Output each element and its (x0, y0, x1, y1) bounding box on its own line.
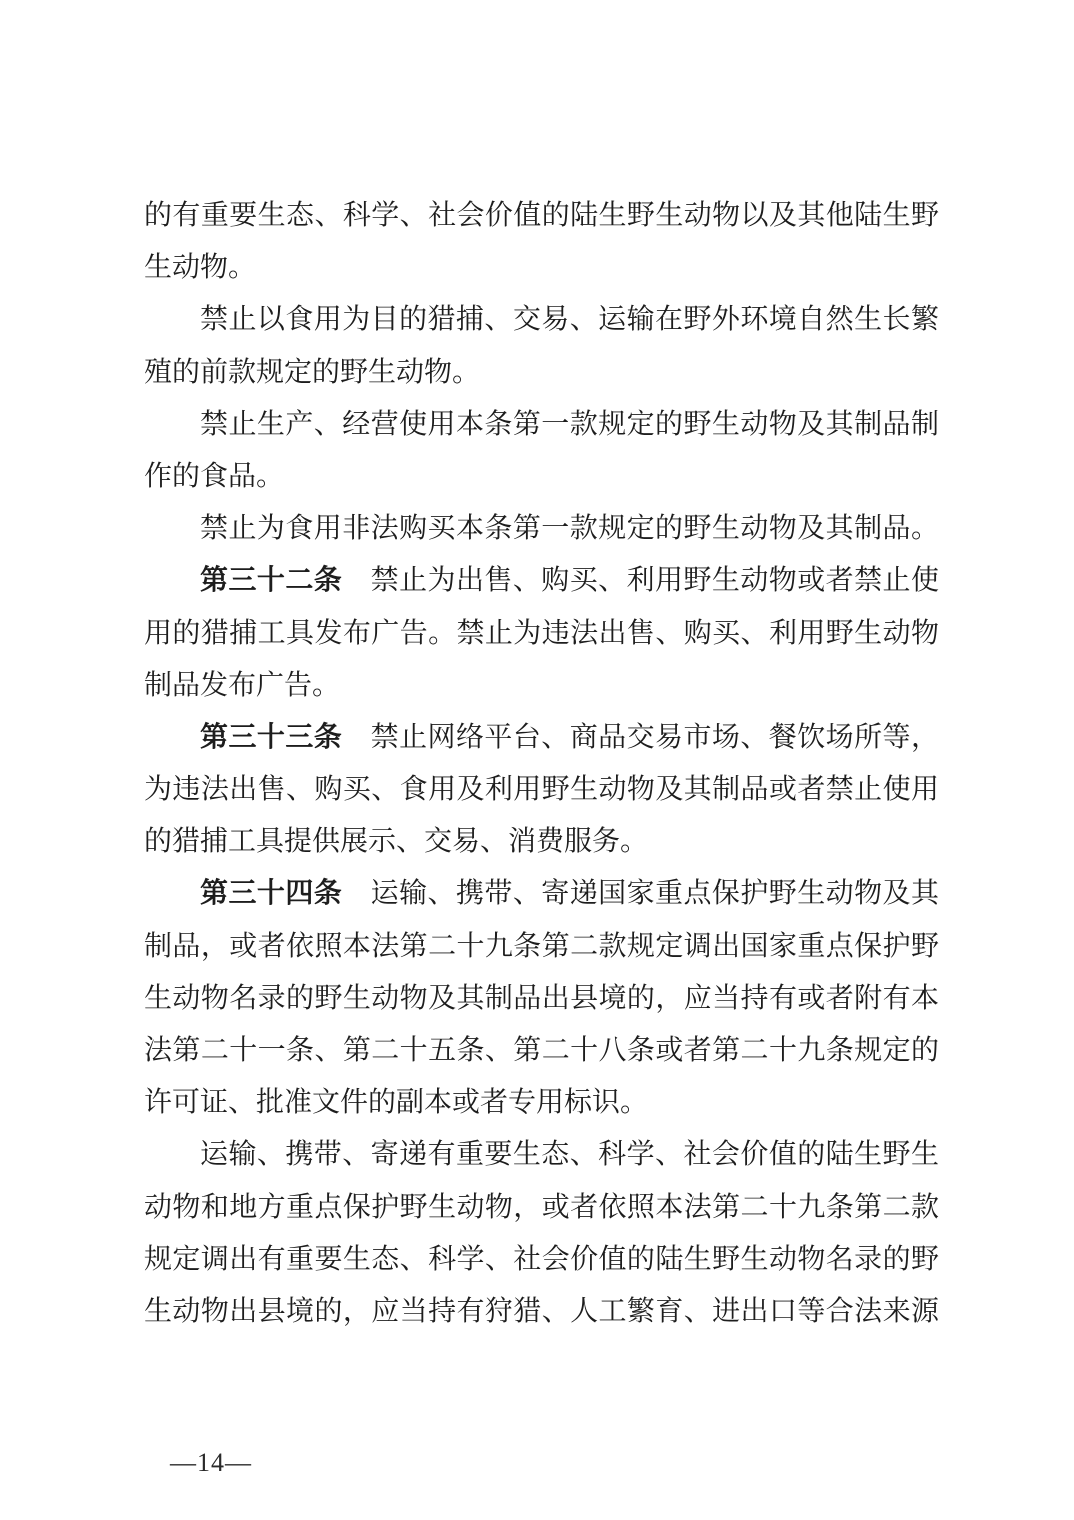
page-number: —14— (170, 1448, 252, 1477)
text-line: 作的食品。 (144, 460, 285, 492)
text-line: 生动物名录的野生动物及其制品出县境的，应当持有或者附有本 (144, 982, 939, 1014)
text-line: 的有重要生态、科学、社会价值的陆生野生动物以及其他陆生野 (144, 200, 939, 231)
text-line: 用的猎捕工具发布广告。禁止为违法出售、购买、利用野生动物 (144, 617, 939, 649)
text-line: 生动物出县境的，应当持有狩猎、人工繁育、进出口等合法来源 (144, 1295, 939, 1327)
article-number: 第三十二条 (200, 565, 343, 597)
text-line: 殖的前款规定的野生动物。 (144, 356, 481, 388)
document-body (144, 190, 939, 1338)
text-line: 第三十四条 运输、携带、寄递国家重点保护野生动物及其 (200, 878, 939, 910)
text-line: 生动物。 (144, 252, 257, 284)
text-line: 制品，或者依照本法第二十九条第二款规定调出国家重点保护野 (144, 930, 939, 962)
text-line: 运输、携带、寄递有重要生态、科学、社会价值的陆生野生 (200, 1139, 939, 1171)
text-line: 第三十二条 禁止为出售、购买、利用野生动物或者禁止使 (200, 565, 939, 597)
text-line: 许可证、批准文件的副本或者专用标识。 (144, 1087, 649, 1119)
text-line: 第三十三条 禁止网络平台、商品交易市场、餐饮场所等， (200, 721, 939, 753)
text-line: 动物和地方重点保护野生动物，或者依照本法第二十九条第二款 (144, 1191, 939, 1223)
text-line: 禁止以食用为目的猎捕、交易、运输在野外环境自然生长繁 (200, 304, 939, 336)
text-line: 法第二十一条、第二十五条、第二十八条或者第二十九条规定的 (144, 1035, 939, 1066)
text-line: 制品发布广告。 (144, 669, 341, 701)
article-number: 第三十四条 (200, 878, 343, 910)
article-number: 第三十三条 (200, 721, 343, 753)
text-line: 禁止生产、经营使用本条第一款规定的野生动物及其制品制 (200, 408, 939, 440)
text-line: 为违法出售、购买、食用及利用野生动物及其制品或者禁止使用 (144, 774, 939, 806)
text-line: 禁止为食用非法购买本条第一款规定的野生动物及其制品。 (200, 513, 939, 545)
text-line: 规定调出有重要生态、科学、社会价值的陆生野生动物名录的野 (144, 1243, 939, 1275)
text-line: 的猎捕工具提供展示、交易、消费服务。 (144, 826, 649, 858)
